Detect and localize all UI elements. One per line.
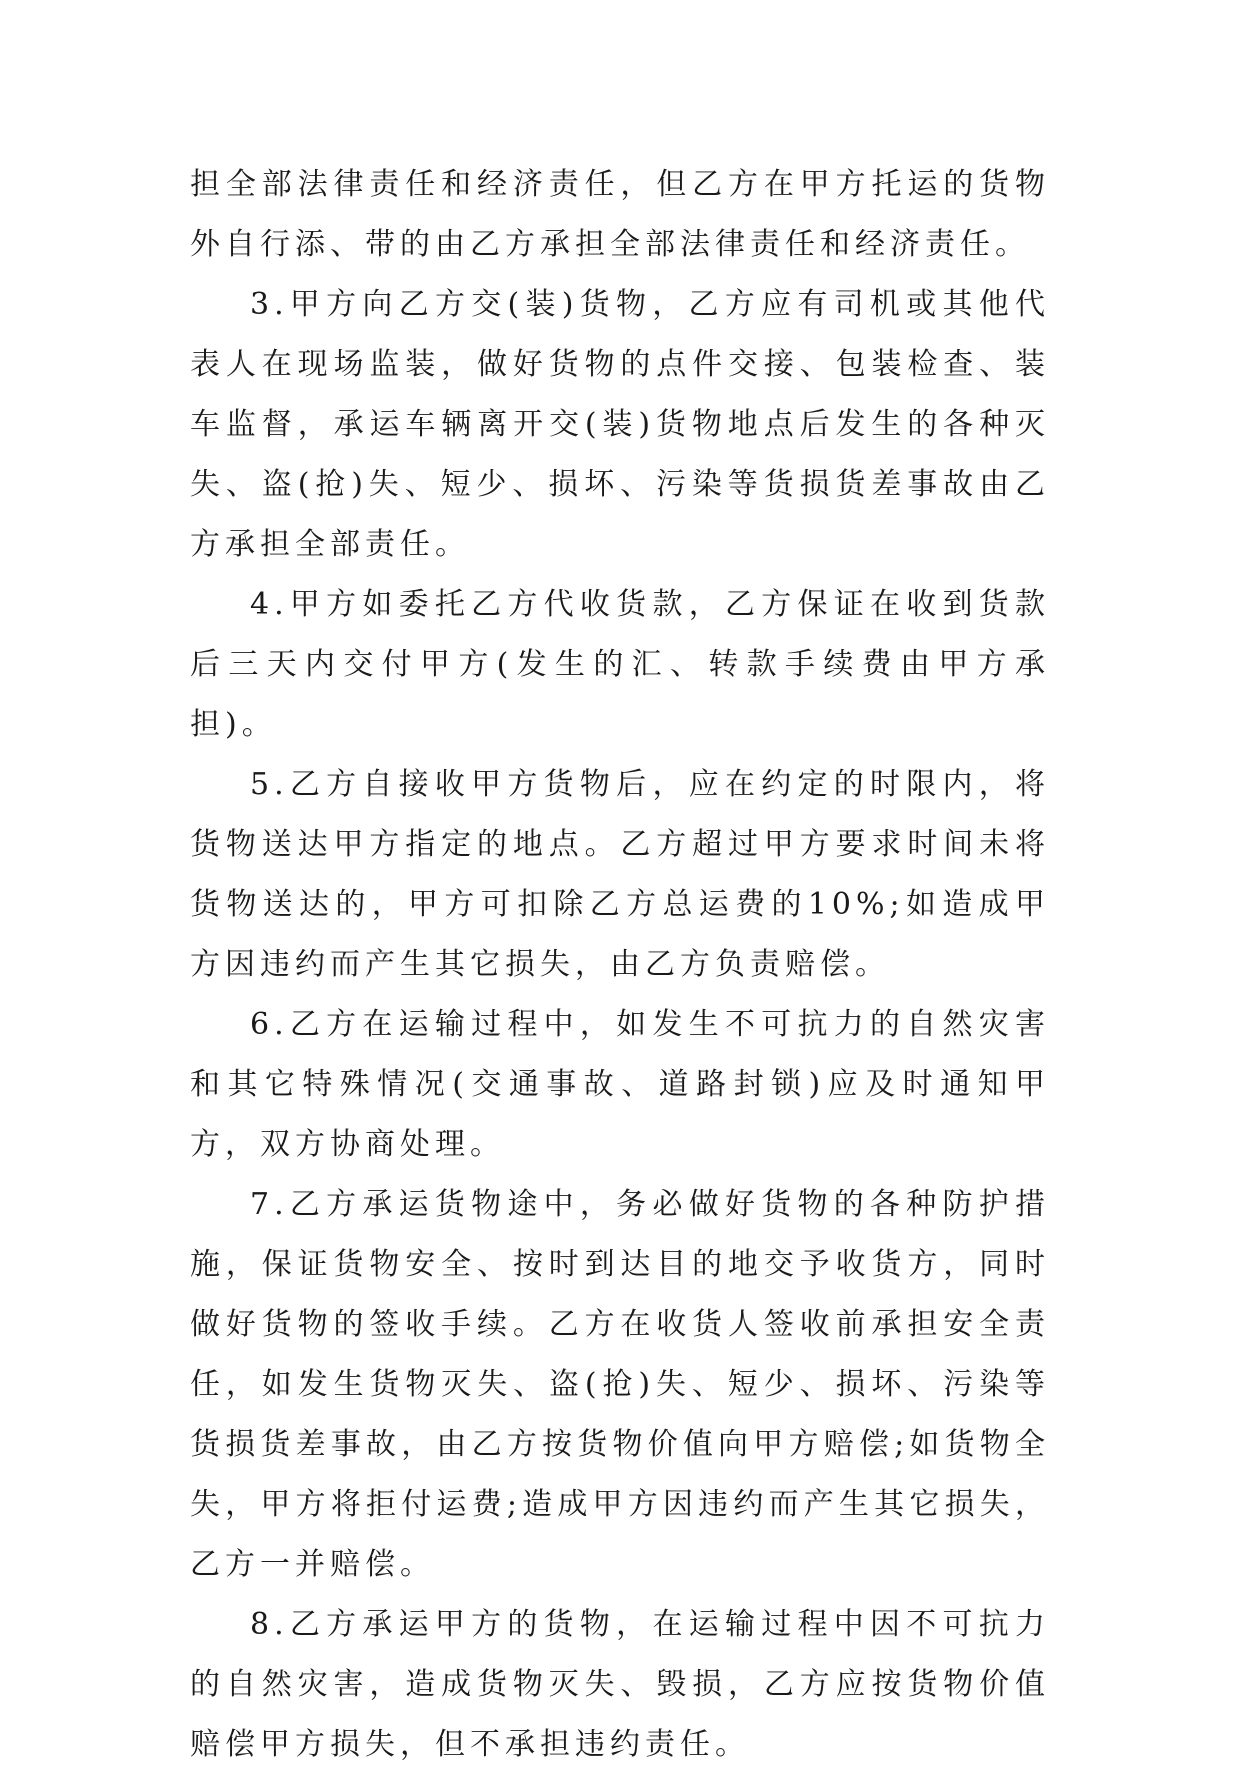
document-body xyxy=(190,155,1050,1775)
paragraph-continuation: 担全部法律责任和经济责任，但乙方在甲方托运的货物外自行添、带的由乙方承担全部法律责任和经济责任。 xyxy=(190,167,1050,262)
paragraph-clause-8: 8.乙方承运甲方的货物，在运输过程中因不可抗力的自然灾害，造成货物灭失、毁损，乙方应按货物价值赔偿甲方损失，但不承担违约责任。 xyxy=(190,1607,1050,1762)
paragraph-clause-6: 6.乙方在运输过程中，如发生不可抗力的自然灾害和其它特殊情况(交通事故、道路封锁)应及时通知甲方，双方协商处理。 xyxy=(190,1007,1050,1162)
paragraph-clause-5: 5.乙方自接收甲方货物后，应在约定的时限内，将货物送达甲方指定的地点。乙方超过甲方要求时间未将货物送达的，甲方可扣除乙方总运费的10%;如造成甲方因违约而产生其它损失，由乙方负责赔偿。 xyxy=(190,767,1050,982)
paragraph-clause-7: 7.乙方承运货物途中，务必做好货物的各种防护措施，保证货物安全、按时到达目的地交予收货方，同时做好货物的签收手续。乙方在收货人签收前承担安全责任，如发生货物灭失、盗(抢)失、短少、损坏、污染等货损货差事故，由乙方按货物价值向甲方赔偿;如货物全失，甲方将拒付运费;造成甲方因违约而产生其它损失，乙方一并赔偿。 xyxy=(190,1187,1050,1582)
paragraph-clause-3: 3.甲方向乙方交(装)货物，乙方应有司机或其他代表人在现场监装，做好货物的点件交接、包装检查、装车监督，承运车辆离开交(装)货物地点后发生的各种灭失、盗(抢)失、短少、损坏、污染等货损货差事故由乙方承担全部责任。 xyxy=(190,287,1050,562)
paragraph-clause-4: 4.甲方如委托乙方代收货款，乙方保证在收到货款后三天内交付甲方(发生的汇、转款手续费由甲方承担)。 xyxy=(190,587,1050,742)
